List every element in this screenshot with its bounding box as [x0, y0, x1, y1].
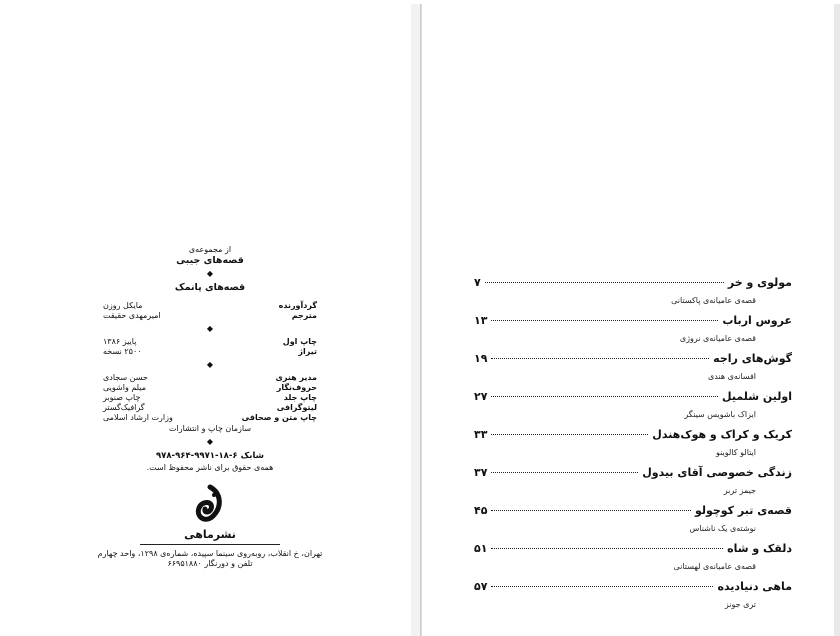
- credit-row: [95, 413, 325, 423]
- toc-page-number: ۱۳: [474, 314, 488, 327]
- credit-key: مترجم: [291, 311, 317, 320]
- book-title: قصه‌های پانمک: [174, 282, 246, 293]
- toc-page-number: ۳۳: [474, 428, 488, 441]
- toc-title: ماهی دنیادیده: [717, 580, 792, 593]
- toc-entry[interactable]: [474, 314, 792, 352]
- credit-row: [95, 383, 325, 393]
- credit-value: وزارت ارشاد اسلامی: [103, 413, 173, 422]
- toc-page-number: ۳۷: [474, 466, 488, 479]
- toc-dots: [491, 472, 638, 473]
- toc-subtitle: جیمز تربر: [723, 486, 756, 495]
- right-page: [421, 4, 840, 636]
- credit-row: [95, 373, 325, 383]
- credit-key: گردآورنده: [278, 301, 317, 310]
- toc-page-number: ۵۷: [474, 580, 488, 593]
- series-name: قصه‌های جیبی: [176, 255, 244, 266]
- diamond-icon: ◆: [206, 437, 214, 446]
- credit-row: [95, 311, 325, 321]
- book-gutter: [411, 4, 421, 636]
- toc-page-number: ۷: [474, 276, 481, 289]
- toc-title: زندگی خصوصی آقای بیدول: [642, 466, 792, 479]
- credit-value: میلم واشویی: [103, 383, 147, 392]
- toc-page-number: ۲۷: [474, 390, 488, 403]
- toc-entry[interactable]: [474, 352, 792, 390]
- toc-entry[interactable]: [474, 542, 792, 580]
- toc-title: دلقک و شاه: [727, 542, 792, 555]
- toc-subtitle: ایزاک باشویس سینگر: [684, 410, 756, 419]
- toc-subtitle: قصه‌ی عامیانه‌ی لهستانی: [673, 562, 756, 571]
- credits-group-2: [95, 337, 325, 357]
- rights-notice: همه‌ی حقوق برای ناشر محفوظ است.: [146, 463, 274, 472]
- isbn: شابک ۶-۱۸-۹۹۷۱-۹۶۴-۹۷۸: [155, 451, 265, 461]
- toc-title: گوش‌های راجه: [713, 352, 792, 365]
- colophon: [95, 244, 325, 569]
- toc-entry[interactable]: [474, 504, 792, 542]
- toc-page-number: ۵۱: [474, 542, 488, 555]
- publisher-phone: تلفن و دورنگار ۶۶۹۵۱۸۸۰: [167, 559, 253, 568]
- toc-entry[interactable]: [474, 390, 792, 428]
- credit-value: گرافیک‌گستر: [103, 403, 145, 412]
- toc-dots: [491, 320, 718, 321]
- toc-title: اولین شلمیل: [722, 390, 792, 403]
- diamond-icon: ◆: [206, 324, 214, 333]
- divider: [140, 544, 280, 545]
- print-org: سازمان چاپ و انتشارات: [168, 424, 252, 433]
- toc-entry[interactable]: [474, 580, 792, 618]
- toc-dots: [491, 358, 709, 359]
- toc-subtitle: افسانه‌ی هندی: [707, 372, 756, 381]
- toc-page-number: ۱۹: [474, 352, 488, 365]
- credit-key: لیتوگرافی: [276, 403, 317, 412]
- toc-dots: [491, 510, 691, 511]
- credit-row: [95, 347, 325, 357]
- toc-entry[interactable]: [474, 466, 792, 504]
- fish-logo-icon: [190, 483, 230, 523]
- credit-key: چاپ اول: [282, 337, 317, 346]
- credit-value: ۲۵۰۰ نسخه: [103, 347, 142, 356]
- credit-row: [95, 393, 325, 403]
- toc-dots: [491, 434, 648, 435]
- credit-value: چاپ صنوبر: [103, 393, 141, 402]
- toc-subtitle: تری جونز: [724, 600, 756, 609]
- toc-dots: [485, 282, 724, 283]
- credit-value: مایکل روزن: [103, 301, 143, 310]
- toc-dots: [491, 586, 713, 587]
- credit-key: تیراژ: [298, 347, 317, 356]
- toc-title: کریک و کراک و هوک‌هندل: [652, 428, 792, 441]
- toc-subtitle: قصه‌ی عامیانه‌ی پاکستانی: [671, 296, 756, 305]
- credit-row: [95, 403, 325, 413]
- credit-row: [95, 301, 325, 311]
- toc-subtitle: قصه‌ی عامیانه‌ی نروژی: [679, 334, 756, 343]
- toc-title: قصه‌ی تبر کوچولو: [694, 504, 792, 517]
- credit-key: چاپ جلد: [283, 393, 317, 402]
- series-intro: از مجموعه‌ی: [188, 245, 232, 254]
- toc-title: عروس ارباب: [722, 314, 792, 327]
- toc-entry[interactable]: [474, 276, 792, 314]
- table-of-contents: [474, 276, 792, 618]
- toc-subtitle: ایتالو کالوینو: [715, 448, 756, 457]
- publisher-name: نشرماهی: [184, 528, 236, 541]
- credits-group-3: [95, 373, 325, 434]
- credit-key: حروف‌نگار: [276, 383, 317, 392]
- credit-row: [95, 337, 325, 347]
- toc-dots: [491, 548, 723, 549]
- toc-dots: [491, 396, 718, 397]
- credits-group-1: [95, 301, 325, 321]
- credit-key: مدیر هنری: [275, 373, 317, 382]
- toc-title: مولوی و خر: [727, 276, 792, 289]
- left-page: [0, 4, 412, 636]
- credit-key: چاپ متن و صحافی: [241, 413, 317, 422]
- toc-page-number: ۴۵: [474, 504, 488, 517]
- toc-subtitle: نوشته‌ی یک ناشناس: [689, 524, 756, 533]
- toc-entry[interactable]: [474, 428, 792, 466]
- publisher-address: تهران، خ انقلاب، روبه‌روی سینما سپیده، شماره‌ی ۱۲۹۸، واحد چهارم: [97, 549, 323, 558]
- diamond-icon: ◆: [206, 269, 214, 278]
- credit-value: حسن سجادی: [103, 373, 148, 382]
- credit-value: پاییز ۱۳۸۶: [103, 337, 137, 346]
- scrollbar[interactable]: [834, 4, 840, 636]
- credit-value: امیرمهدی حقیقت: [103, 311, 161, 320]
- diamond-icon: ◆: [206, 360, 214, 369]
